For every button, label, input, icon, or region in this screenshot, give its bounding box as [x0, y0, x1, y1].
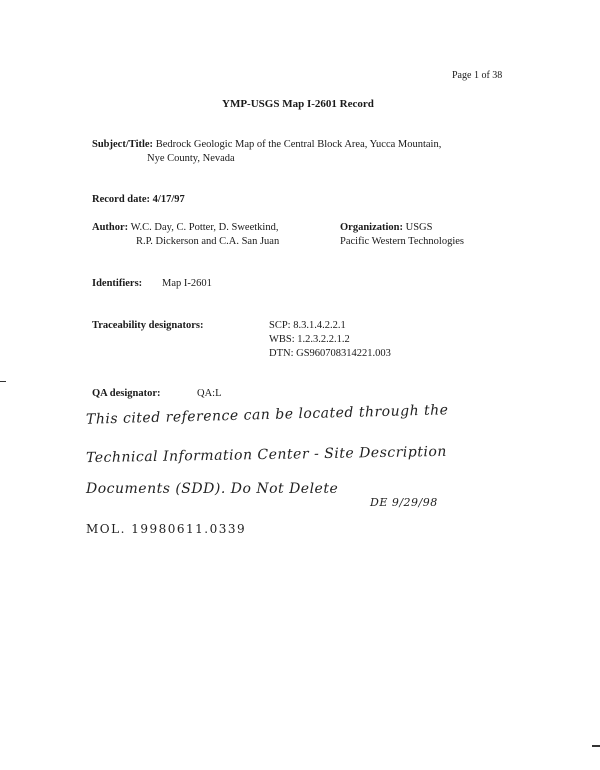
traceability-label: Traceability designators:: [92, 320, 204, 331]
record-date-value: 4/17/97: [152, 194, 185, 205]
subject-block: [92, 139, 441, 150]
page-number: Page 1 of 38: [452, 70, 503, 81]
handwritten-line3: Documents (SDD). Do Not Delete: [86, 481, 339, 497]
organization-block: [340, 222, 432, 233]
margin-tick: [0, 381, 6, 382]
author-line1: W.C. Day, C. Potter, D. Sweetkind,: [130, 222, 279, 233]
record-title: YMP-USGS Map I-2601 Record: [222, 98, 374, 110]
author-line2: R.P. Dickerson and C.A. San Juan: [136, 236, 280, 247]
handwritten-mol: MOL. 19980611.0339: [86, 522, 247, 536]
subject-label: Subject/Title:: [92, 139, 154, 150]
scan-artifact: [592, 745, 600, 747]
qa-value: QA:L: [197, 388, 222, 399]
record-date-label: Record date:: [92, 194, 151, 205]
identifiers-value: Map I-2601: [162, 278, 212, 289]
traceability-dtn: DTN: GS960708314221.003: [269, 348, 391, 359]
traceability-wbs: WBS: 1.2.3.2.2.1.2: [269, 334, 350, 345]
identifiers-label: Identifiers:: [92, 278, 143, 289]
handwritten-line2: Technical Information Center - Site Description: [85, 443, 447, 467]
handwritten-line1: This cited reference can be located through the: [85, 402, 449, 428]
subject-line1: Bedrock Geologic Map of the Central Block Area, Yucca Mountain,: [155, 139, 442, 150]
organization-label: Organization:: [340, 222, 403, 233]
record-date: [92, 194, 185, 205]
author-block: [92, 222, 278, 233]
subject-line2: Nye County, Nevada: [147, 153, 235, 164]
organization-line2: Pacific Western Technologies: [340, 236, 464, 247]
handwritten-initials: DE 9/29/98: [370, 496, 438, 509]
qa-label: QA designator:: [92, 388, 161, 399]
organization-line1: USGS: [405, 222, 433, 233]
author-label: Author:: [92, 222, 129, 233]
traceability-scp: SCP: 8.3.1.4.2.2.1: [269, 320, 346, 331]
